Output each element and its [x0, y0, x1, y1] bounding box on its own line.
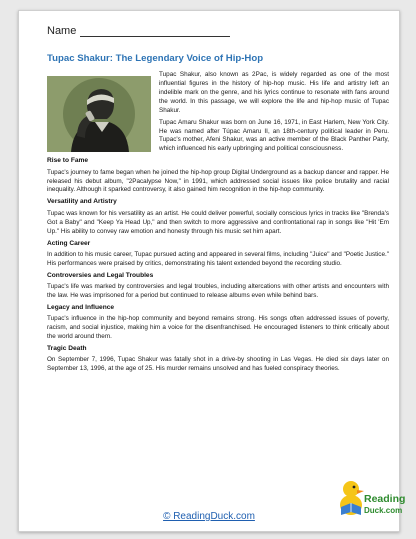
passage-body — [47, 71, 389, 377]
intro-paragraph-2: Tupac Amaru Shakur was born on June 16, 1971, in East Harlem, New York City. He was named after Túpac Amaru II, an 18th-century political leader in Peru. Tupac's mother, Afeni Shakur, was an active member of the Black Panther Party, which influenced his early upbringing and political consciousness. — [159, 118, 389, 153]
worksheet-page — [18, 10, 406, 532]
portrait-illustration-icon — [47, 76, 151, 152]
section-paragraph: Tupac's influence in the hip-hop community and beyond remains strong. His songs often addressed issues of poverty, racism, and social injustice, making him a voice for the disenfranchised. He encouraged listeners to think critically about the world around them. — [47, 315, 389, 341]
passage-title: Tupac Shakur: The Legendary Voice of Hip-Hop — [47, 53, 264, 64]
name-field-row — [47, 25, 230, 37]
footer-link[interactable]: © ReadingDuck.com — [163, 511, 255, 522]
section-paragraph: Tupac's life was marked by controversies and legal troubles, including altercations with other artists and encounters with the law. He was imprisoned for a period but continued to release albums even while behind bars. — [47, 283, 389, 299]
section-paragraph: In addition to his music career, Tupac pursued acting and appeared in several films, including "Juice" and "Poetic Justice." His performances were praised by critics, demonstrating his talent extended beyond the recording studio. — [47, 250, 389, 267]
section-heading: Acting Career — [47, 239, 91, 247]
logo-text-duck: Duck.com — [364, 506, 403, 515]
section-paragraph: Tupac was known for his versatility as an artist. He could deliver powerful, socially conscious lyrics in tracks like "Brenda's Got a Baby" and "Keep Ya Head Up," and then switch to more aggressive and confrontational rap in songs like "Hit 'Em Up." His ability to convey raw emotion and honesty through his music set him apart. — [47, 209, 389, 235]
section-heading: Controversies and Legal Troubles — [47, 271, 154, 279]
section-paragraph: Tupac's journey to fame began when he joined the hip-hop group Digital Underground as a backup dancer and rapper. He released his debut album, "2Pacalypse Now," in 1991, which addressed social issues like police brutality and racial inequality. Although it sparked controversy, it also gained him recognition in the hip-hop community. — [47, 168, 389, 194]
name-blank-line[interactable] — [80, 26, 230, 37]
duck-logo-icon — [337, 469, 406, 521]
name-label: Name — [47, 25, 77, 37]
reading-duck-logo[interactable] — [337, 469, 406, 521]
intro-paragraph-1: Tupac Shakur, also known as 2Pac, is widely regarded as one of the most influential figures in the history of hip-hop music. His life and artistry left an indelible mark on the genre, and his lyrics continue to resonate with fans around the world. In this passage, we will explore the life and hip-hop music of Tupac Shakur. — [159, 71, 389, 114]
logo-text-reading: Reading — [364, 493, 406, 505]
section-heading: Legacy and Influence — [47, 303, 115, 311]
section-heading: Versatility and Artistry — [47, 198, 117, 206]
section-paragraph: On September 7, 1996, Tupac Shakur was fatally shot in a drive-by shooting in Las Vegas. He died six days later on September 13, 1996, at the age of 25. His murder remains unsolved and has fueled conspiracy theories. — [47, 356, 389, 373]
section-heading: Tragic Death — [47, 345, 87, 353]
section-heading: Rise to Fame — [47, 157, 89, 165]
